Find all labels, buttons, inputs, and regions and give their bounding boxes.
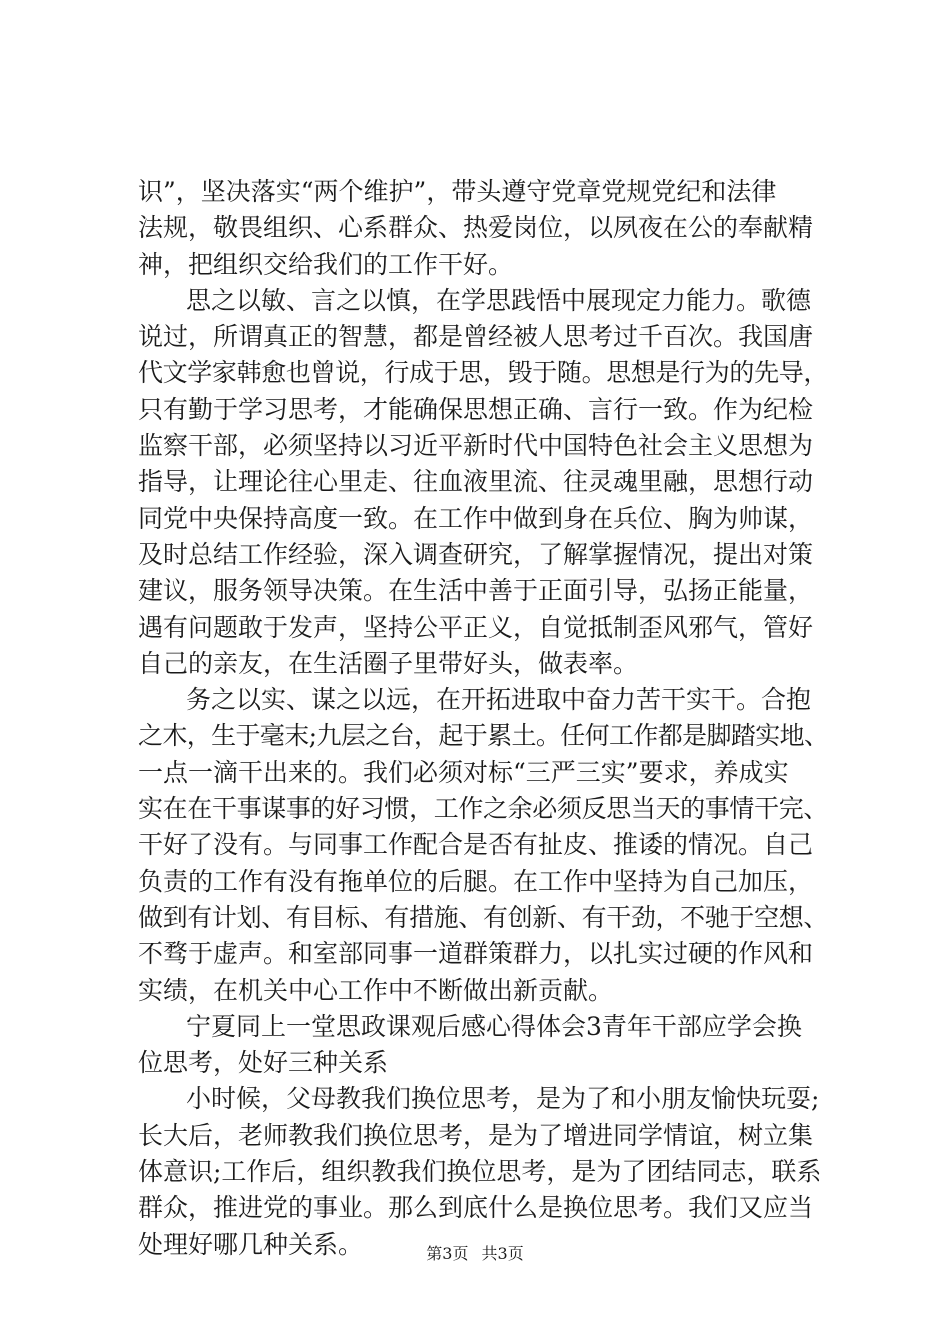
text-line: 处理好哪几种关系。 bbox=[138, 1229, 364, 1259]
text-line: 只有勤于学习思考，才能确保思想正确、言行一致。作为纪检 bbox=[138, 394, 814, 424]
text-line: 小时候，父母教我们换位思考，是为了和小朋友愉快玩耍; bbox=[186, 1084, 820, 1114]
text-line: 说过，所谓真正的智慧，都是曾经被人思考过千百次。我国唐 bbox=[138, 322, 814, 352]
text-line: 建议，服务领导决策。在生活中善于正面引导，弘扬正能量， bbox=[138, 576, 814, 606]
text-line: 一点一滴干出来的。我们必须对标“三严三实”要求，养成实 bbox=[138, 757, 789, 787]
document-body bbox=[138, 174, 828, 1263]
text-line: 自己的亲友，在生活圈子里带好头，做表率。 bbox=[138, 648, 639, 678]
text-line: 实在在干事谋事的好习惯，工作之余必须反思当天的事情干完、 bbox=[138, 794, 829, 824]
page-number: 第3页 bbox=[426, 1244, 469, 1263]
text-line: 监察干部，必须坚持以习近平新时代中国特色社会主义思想为 bbox=[138, 431, 814, 461]
text-line: 代文学家韩愈也曾说，行成于思，毁于随。思想是行为的先导， bbox=[138, 358, 829, 388]
text-line: 遇有问题敢于发声，坚持公平正义，自觉抵制歪风邪气，管好 bbox=[138, 612, 814, 642]
page-footer bbox=[0, 1243, 950, 1265]
text-line: 指导，让理论往心里走、往血液里流、往灵魂里融，思想行动 bbox=[138, 467, 814, 497]
text-line: 及时总结工作经验，深入调查研究，了解掌握情况，提出对策 bbox=[138, 539, 814, 569]
text-line: 识”，坚决落实“两个维护”，带头遵守党章党规党纪和法律 bbox=[138, 177, 777, 206]
text-line: 体意识;工作后，组织教我们换位思考，是为了团结同志，联系 bbox=[138, 1157, 822, 1187]
page-total: 共3页 bbox=[481, 1244, 524, 1263]
text-line: 法规，敬畏组织、心系群众、热爱岗位，以夙夜在公的奉献精 bbox=[138, 213, 814, 243]
text-line: 长大后，老师教我们换位思考，是为了增进同学情谊，树立集 bbox=[138, 1120, 814, 1150]
text-line: 不骛于虚声。和室部同事一道群策群力，以扎实过硬的作风和 bbox=[138, 939, 814, 969]
text-line: 实绩，在机关中心工作中不断做出新贡献。 bbox=[138, 975, 614, 1005]
text-line: 宁夏同上一堂思政课观后感心得体会3青年干部应学会换 bbox=[186, 1011, 802, 1041]
text-line: 务之以实、谋之以远，在开拓进取中奋力苦干实干。合抱 bbox=[186, 685, 812, 715]
text-line: 之木，生于毫末;九层之台，起于累土。任何工作都是脚踏实地、 bbox=[138, 721, 829, 751]
text-line: 神，把组织交给我们的工作干好。 bbox=[138, 249, 514, 279]
text-line: 同党中央保持高度一致。在工作中做到身在兵位、胸为帅谋， bbox=[138, 503, 814, 533]
text-line: 做到有计划、有目标、有措施、有创新、有干劲，不驰于空想、 bbox=[138, 902, 829, 932]
text-line: 负责的工作有没有拖单位的后腿。在工作中坚持为自己加压， bbox=[138, 866, 814, 896]
text-line: 位思考，处好三种关系 bbox=[138, 1048, 389, 1078]
text-line: 群众，推进党的事业。那么到底什么是换位思考。我们又应当 bbox=[138, 1193, 814, 1223]
text-line: 思之以敏、言之以慎，在学思践悟中展现定力能力。歌德 bbox=[186, 285, 812, 315]
text-line: 干好了没有。与同事工作配合是否有扯皮、推诿的情况。自己 bbox=[138, 830, 814, 860]
